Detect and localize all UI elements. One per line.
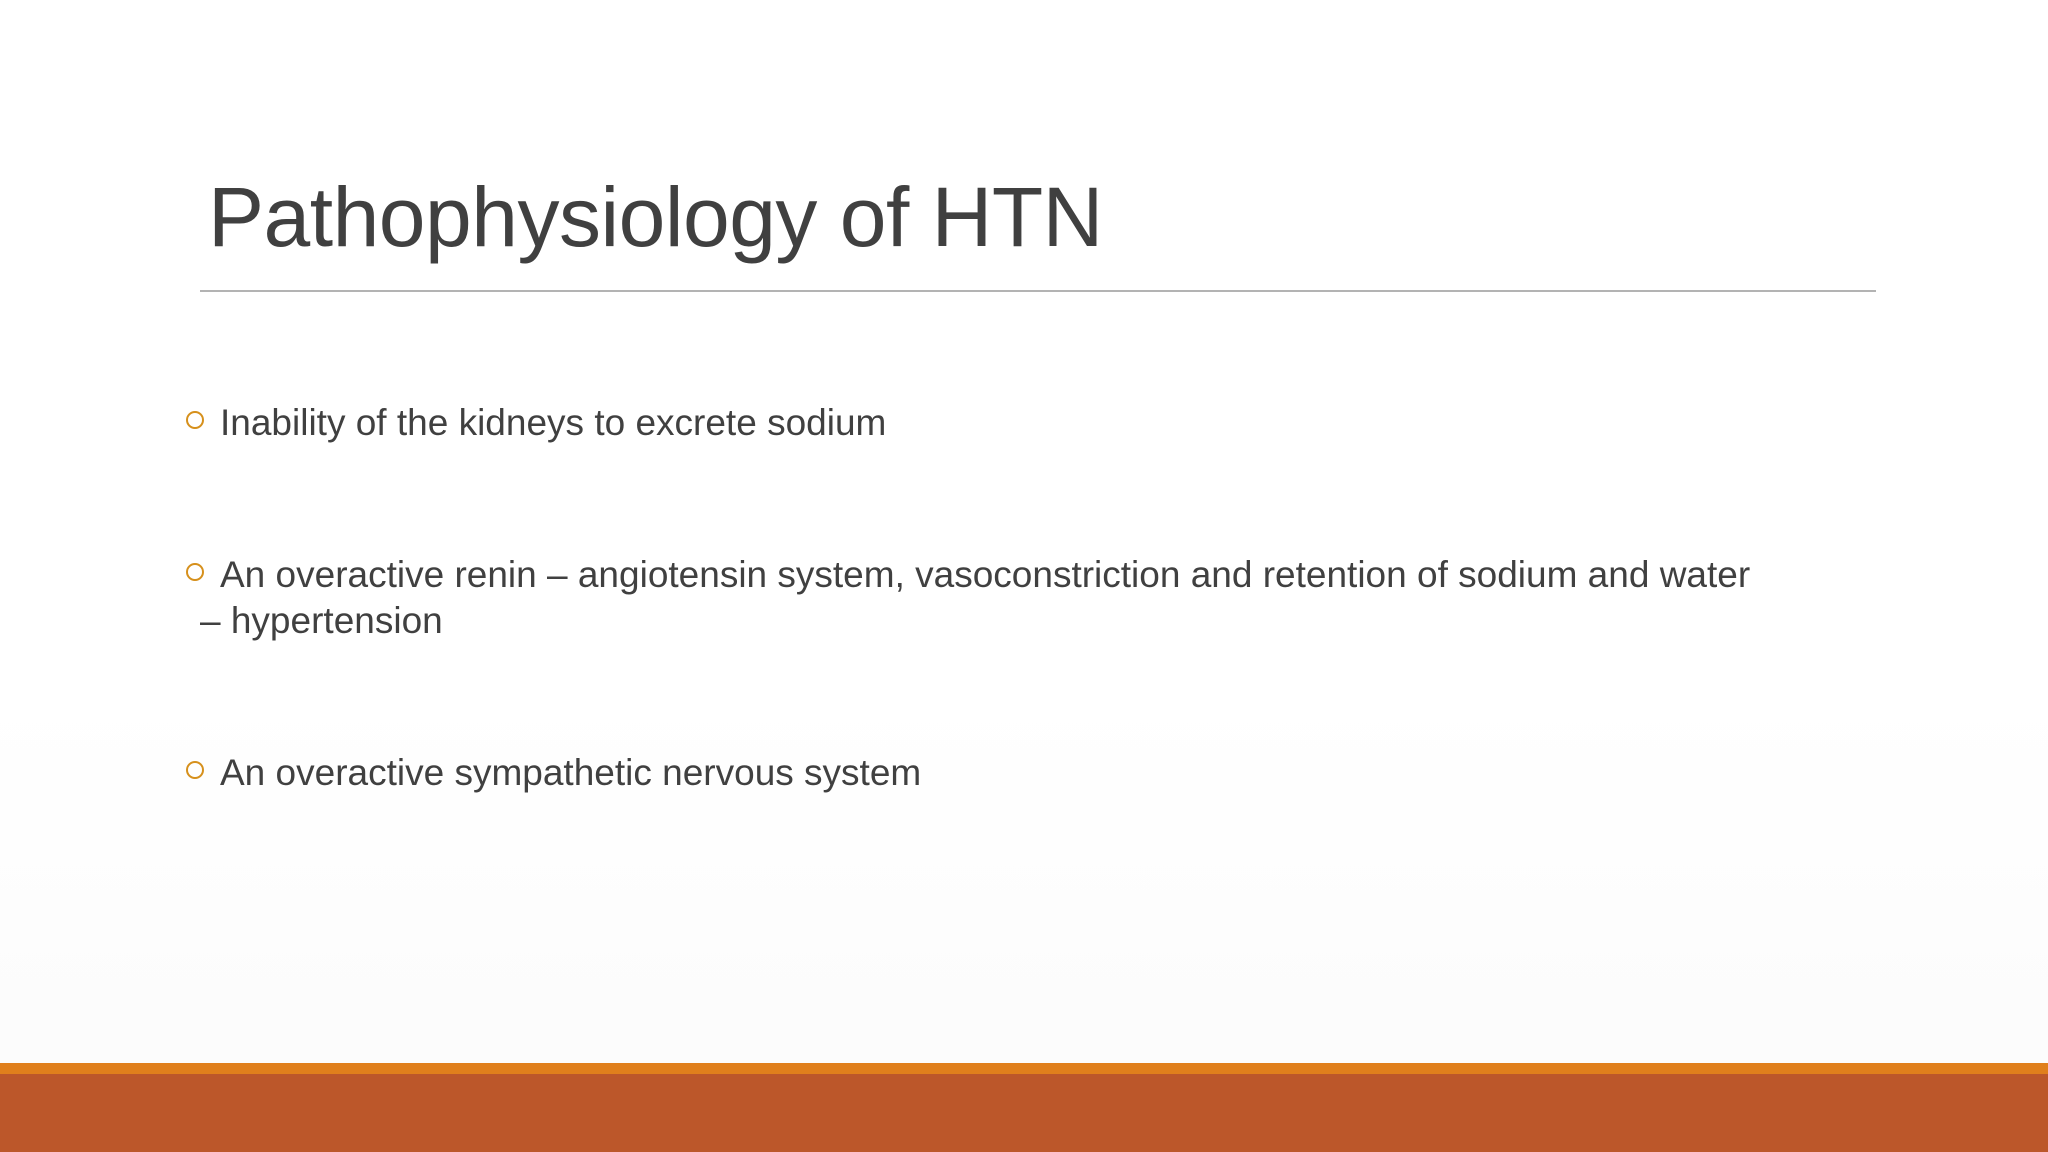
circle-bullet-icon — [186, 761, 204, 779]
bullet-text-continuation: – hypertension — [200, 600, 443, 641]
footer-accent-stripe — [0, 1063, 2048, 1074]
circle-bullet-icon — [186, 563, 204, 581]
slide-title: Pathophysiology of HTN — [208, 170, 1103, 264]
bullet-item — [184, 552, 1864, 644]
bullet-item — [184, 400, 1864, 446]
circle-bullet-icon — [186, 411, 204, 429]
footer-band — [0, 1074, 2048, 1152]
bullet-item — [184, 750, 1864, 796]
bullet-text: An overactive sympathetic nervous system — [220, 752, 922, 793]
bullet-text — [200, 552, 1864, 644]
bullet-text: Inability of the kidneys to excrete sodium — [220, 402, 887, 443]
title-divider — [200, 290, 1876, 292]
bullet-list — [184, 400, 1864, 796]
bullet-text-line: An overactive renin – angiotensin system, vasoconstriction and retention of sodium and water — [220, 554, 1751, 595]
